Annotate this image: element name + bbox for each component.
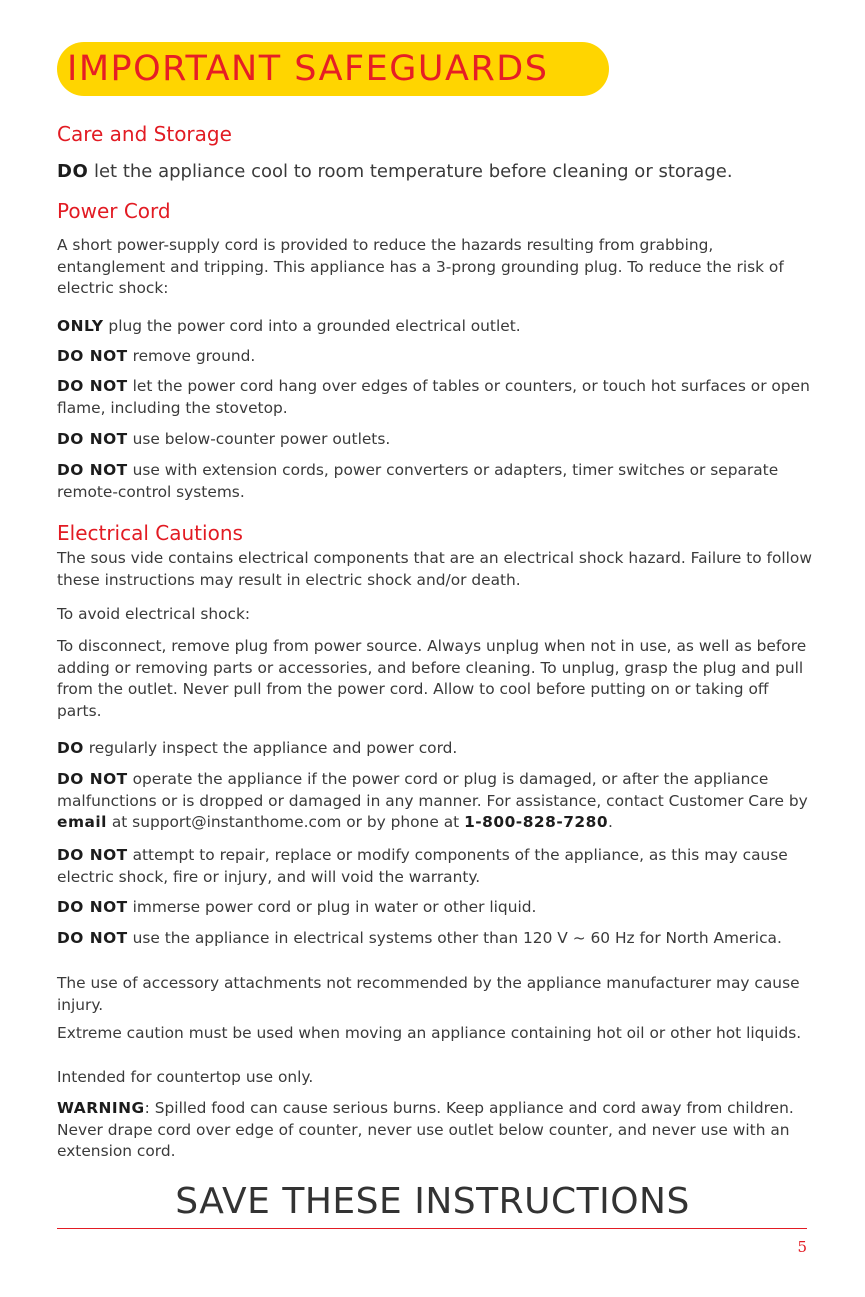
power-item-keyword: DO NOT [57,377,128,395]
immerse-keyword: DO NOT [57,898,128,916]
electrical-operate [57,769,817,834]
power-item-text: use below-counter power outlets. [127,430,391,448]
inspect-text: regularly inspect the appliance and power cord. [83,739,458,757]
electrical-intro: The sous vide contains electrical components that are an electrical shock hazard. Failure to follow these instructions may result in electric shock and/or death. [57,549,812,589]
electrical-repair [57,845,817,888]
repair-keyword: DO NOT [57,846,128,864]
electrical-countertop: Intended for countertop use only. [57,1068,314,1086]
systems-keyword: DO NOT [57,929,128,947]
operate-text-a: operate the appliance if the power cord or plug is damaged, or after the appliance malfunctions or is dropped or damaged in any manner. For assistance, contact Customer Care by [57,770,808,810]
warning-body: : Spilled food can cause serious burns. Keep appliance and cord away from children. Never drape cord over edge of counter, never use outlet below counter, and never use with an extension cord. [57,1099,794,1160]
repair-text: attempt to repair, replace or modify components of the appliance, as this may cause electric shock, fire or injury, and will void the warranty. [57,846,788,886]
power-item [57,346,817,368]
page-title: IMPORTANT SAFEGUARDS [67,49,549,89]
power-item-text: let the power cord hang over edges of tables or counters, or touch hot surfaces or open flame, including the stovetop. [57,377,810,417]
warning-keyword: WARNING [57,1099,145,1117]
systems-text: use the appliance in electrical systems other than 120 V ~ 60 Hz for North America. [127,929,782,947]
title-banner [57,42,609,96]
care-keyword: DO [57,161,89,182]
operate-text-b: at support@instanthome.com or by phone at [106,813,465,831]
page-number: 5 [797,1238,807,1256]
power-item-text: use with extension cords, power converters or adapters, timer switches or separate remote-control systems. [57,461,779,501]
care-heading: Care and Storage [57,122,232,146]
electrical-caution: Extreme caution must be used when moving an appliance containing hot oil or other hot liquids. [57,1024,802,1042]
power-item [57,429,817,451]
electrical-disconnect: To disconnect, remove plug from power source. Always unplug when not in use, as well as before adding or removing parts or accessories, and before cleaning. To unplug, grasp the plug and pull from the outlet. Never pull from the power cord. Allow to cool before putting on or taking off parts. [57,637,807,720]
operate-text-c: . [608,813,613,831]
power-item-keyword: ONLY [57,317,104,335]
power-item [57,460,817,503]
phone-number: 1-800-828-7280 [464,813,609,831]
warning-text [57,1098,817,1163]
save-instructions: SAVE THESE INSTRUCTIONS [175,1181,690,1222]
electrical-immerse [57,897,817,919]
electrical-systems [57,928,817,950]
operate-keyword: DO NOT [57,770,128,788]
electrical-accessory: The use of accessory attachments not recommended by the appliance manufacturer may cause injury. [57,974,800,1014]
care-text [57,160,817,184]
electrical-avoid: To avoid electrical shock: [57,605,251,623]
immerse-text: immerse power cord or plug in water or other liquid. [127,898,537,916]
electrical-heading: Electrical Cautions [57,521,243,545]
email-keyword: email [57,813,107,831]
power-intro: A short power-supply cord is provided to reduce the hazards resulting from grabbing, entanglement and tripping. This appliance has a 3-prong grounding plug. To reduce the risk of electric shock: [57,236,784,297]
power-item-text: plug the power cord into a grounded electrical outlet. [103,317,521,335]
power-item-keyword: DO NOT [57,347,128,365]
footer-divider [57,1228,807,1229]
electrical-inspect [57,738,817,760]
power-item-text: remove ground. [127,347,256,365]
power-item [57,376,817,419]
care-body: let the appliance cool to room temperature before cleaning or storage. [88,161,733,182]
power-item-keyword: DO NOT [57,461,128,479]
power-item-keyword: DO NOT [57,430,128,448]
power-item [57,316,817,338]
power-heading: Power Cord [57,199,171,223]
inspect-keyword: DO [57,739,84,757]
